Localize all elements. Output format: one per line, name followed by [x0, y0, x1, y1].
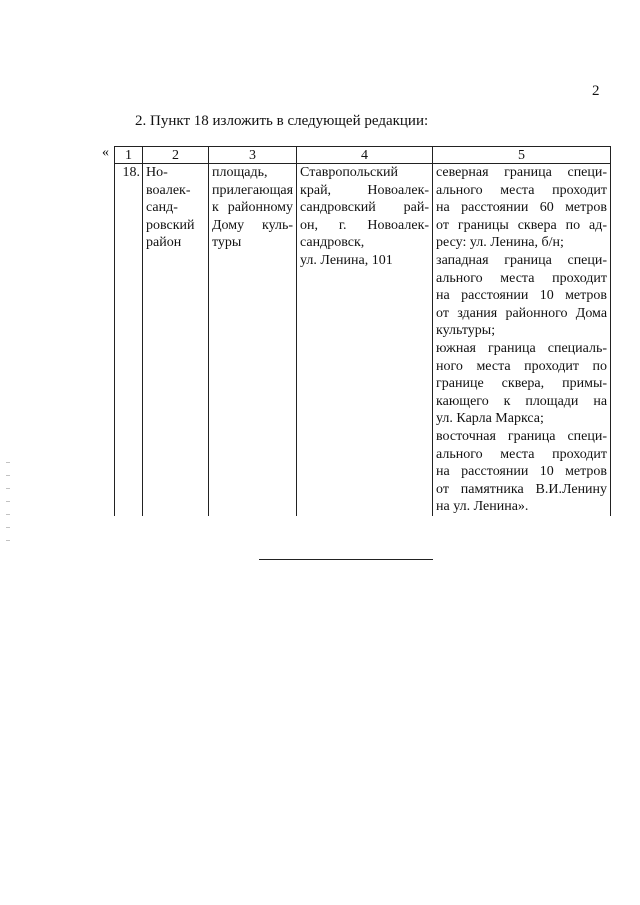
- place-line: туры: [212, 235, 242, 251]
- borders-line: культуры;: [436, 323, 496, 339]
- borders-line: ул. Карла Маркса;: [436, 411, 544, 427]
- column-header-3: 3: [209, 147, 297, 164]
- address-line: край, Новоалек-: [300, 182, 430, 198]
- borders-line: на ул. Ленина».: [436, 499, 529, 515]
- address-line: сандровск,: [300, 235, 365, 251]
- place-line: площадь,: [212, 165, 268, 180]
- district-line: район: [146, 235, 182, 251]
- place-cell: [209, 164, 297, 516]
- borders-line: кающего к площади на: [436, 393, 608, 409]
- borders-line: от памятника В.И.Ленину: [436, 481, 608, 497]
- row-number-cell: [115, 164, 143, 516]
- borders-line: западная граница специ-: [436, 252, 608, 268]
- document-table: [114, 146, 611, 516]
- table-header-row: [115, 147, 611, 164]
- address-line: Ставропольский: [300, 165, 398, 180]
- quote-open-mark: «: [102, 145, 109, 160]
- address-line: он, г. Новоалек-: [300, 217, 430, 233]
- place-line: к районному: [212, 200, 294, 216]
- district-cell: [143, 164, 209, 516]
- borders-line: ального места проходит: [436, 182, 608, 198]
- table-row: [115, 164, 611, 516]
- district-line: воалек-: [146, 182, 191, 198]
- page-number: 2: [592, 83, 600, 99]
- address-line: ул. Ленина, 101: [300, 252, 393, 268]
- borders-line: от здания районного Дома: [436, 305, 608, 321]
- borders-line: ного места проходит по: [436, 358, 608, 374]
- intro-paragraph: 2. Пункт 18 изложить в следующей редакции:: [135, 113, 429, 129]
- place-line: Дому куль-: [212, 217, 294, 233]
- borders-line: ресу: ул. Ленина, б/н;: [436, 235, 564, 251]
- footer-rule: [259, 559, 433, 560]
- column-header-2: 2: [143, 147, 209, 164]
- district-line: Но-: [146, 165, 168, 180]
- borders-line: восточная граница специ-: [436, 428, 608, 444]
- borders-line: на расстоянии 10 метров: [436, 288, 608, 304]
- borders-line: ального места проходит: [436, 446, 608, 462]
- borders-line: южная граница специаль-: [436, 340, 608, 356]
- column-header-4: 4: [297, 147, 433, 164]
- district-line: санд-: [146, 200, 178, 216]
- place-line: прилегающая: [212, 182, 294, 198]
- district-line: ровский: [146, 217, 195, 233]
- borders-line: северная граница специ-: [436, 165, 608, 180]
- borders-line: на расстоянии 10 метров: [436, 464, 608, 480]
- address-cell: [297, 164, 433, 516]
- borders-line: от границы сквера по ад-: [436, 217, 608, 233]
- borders-cell: [433, 164, 611, 516]
- column-header-1: 1: [115, 147, 143, 164]
- scan-specks: [6, 462, 10, 552]
- column-header-5: 5: [433, 147, 611, 164]
- row-number: 18.: [122, 165, 140, 180]
- borders-line: на расстоянии 60 метров: [436, 200, 608, 216]
- address-line: сандровский рай-: [300, 200, 430, 216]
- borders-line: ального места проходит: [436, 270, 608, 286]
- borders-line: границе сквера, примы-: [436, 376, 608, 392]
